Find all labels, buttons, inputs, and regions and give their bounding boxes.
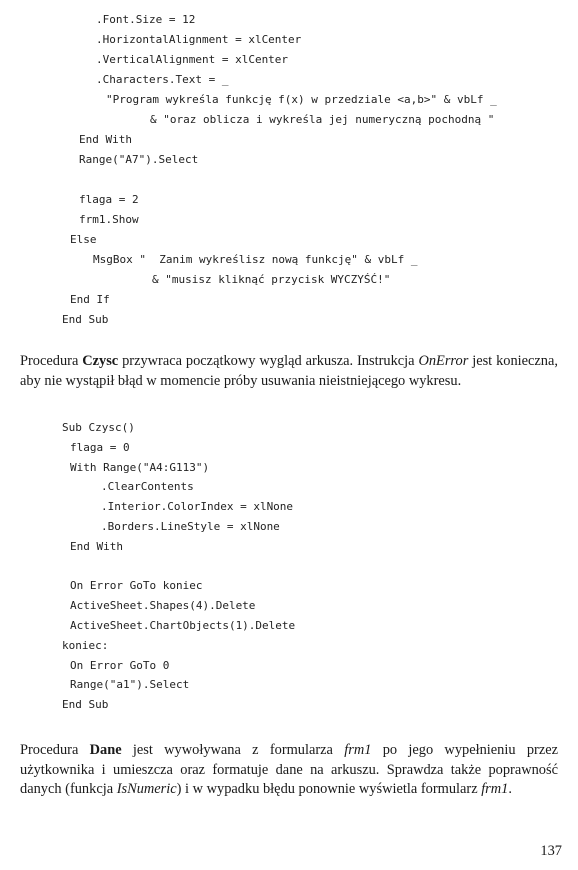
code-line: .VerticalAlignment = xlCenter: [96, 53, 289, 66]
code-line: Range("A7").Select: [79, 153, 199, 166]
code-line: Else: [70, 233, 97, 246]
code-line: "Program wykreśla funkcję f(x) w przedziale <a,b>" & vbLf _: [106, 93, 497, 106]
code-line: End Sub: [62, 313, 109, 326]
code-line: .HorizontalAlignment = xlCenter: [96, 33, 302, 46]
code-line: On Error GoTo koniec: [70, 579, 203, 593]
code-line: MsgBox " Zanim wykreślisz nową funkcję" & vbLf _: [93, 253, 418, 266]
text: Procedura: [20, 353, 83, 369]
code-line: On Error GoTo 0: [70, 658, 170, 672]
code-line: With Range("A4:G113"): [70, 460, 210, 474]
code-line: frm1.Show: [79, 213, 139, 226]
text: jest konieczna, aby nie wystąpił błąd w momencie próby usuwania nieistniejącego wykresu.: [20, 353, 558, 389]
code-line: End Sub: [62, 698, 109, 712]
text: ) i w wypadku błędu ponownie wyświetla formularz: [176, 781, 482, 798]
code-line: ActiveSheet.Shapes(4).Delete: [70, 599, 256, 613]
keyword: OnError: [418, 353, 469, 369]
code-line: flaga = 0: [70, 440, 130, 454]
text: Procedura: [20, 742, 90, 758]
code-line: & "oraz oblicza i wykreśla jej numeryczną pochodną ": [150, 113, 495, 126]
code-line: End With: [79, 133, 132, 146]
code-line: ActiveSheet.ChartObjects(1).Delete: [70, 619, 296, 632]
form-name: frm1: [481, 781, 509, 798]
code-line: Sub Czysc(): [62, 421, 135, 434]
code-line: .ClearContents: [101, 480, 194, 494]
text: .: [508, 781, 512, 798]
text: przywraca początkowy wygląd arkusza. Instrukcja: [118, 353, 419, 369]
text: po jego wypełnieniu przez użytkownika i umieszcza oraz formatuje dane na arkuszu. Sprawdza także poprawność danych (funkcja: [20, 742, 558, 798]
code-line: End With: [70, 539, 123, 553]
code-line: & "musisz kliknąć przycisk WYCZYŚĆ!": [152, 273, 391, 286]
code-line: koniec:: [62, 638, 109, 652]
code-line: End If: [70, 293, 110, 306]
page-number: 137: [540, 843, 562, 859]
text: jest wywoływana z formularza: [121, 742, 345, 758]
code-line: .Font.Size = 12: [96, 13, 196, 26]
paragraph-czysc: [20, 352, 558, 391]
code-line: flaga = 2: [79, 193, 139, 206]
code-line: .Borders.LineStyle = xlNone: [101, 520, 280, 533]
form-name: frm1: [344, 742, 372, 758]
procedure-name: Czysc: [82, 353, 119, 369]
paragraph-dane: [20, 741, 558, 800]
procedure-name: Dane: [89, 742, 122, 758]
function-name: IsNumeric: [116, 781, 177, 798]
code-line: .Characters.Text = _: [96, 73, 229, 86]
code-line: Range("a1").Select: [70, 678, 190, 692]
code-line: .Interior.ColorIndex = xlNone: [101, 500, 294, 514]
